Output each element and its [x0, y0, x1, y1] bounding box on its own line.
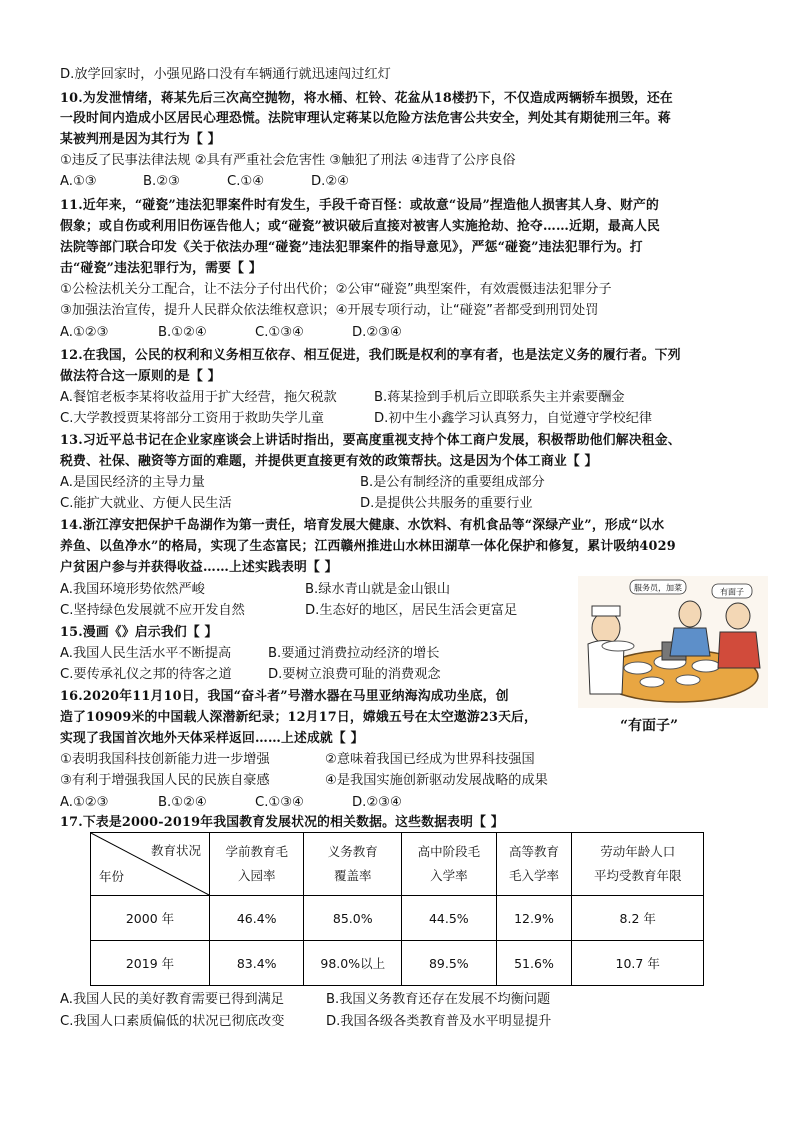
table-row [91, 896, 704, 941]
question-9-option-d: D.放学回家时，小强见路口没有车辆通行就迅速闯过红灯 [60, 67, 391, 82]
question-16-statement-4: ④是我国实施创新驱动发展战略的成果 [325, 773, 548, 788]
question-11-stem: 11.近年来，“碰瓷”违法犯罪案件时有发生，手段千奇百怪：或故意“设局”捏造他人损害其人身、财产的 [60, 198, 659, 213]
table-cell: 12.9% [496, 896, 572, 941]
table-corner-cell [91, 833, 210, 896]
question-10-option-a: A.①③ [60, 174, 97, 189]
question-15-stem: 15.漫画《》启示我们【 】 [60, 625, 218, 640]
question-12-option-b: B.蒋某捡到手机后立即联系失主并索要酬金 [374, 390, 625, 405]
question-11-stem-4: 击“碰瓷”违法犯罪行为，需要【 】 [60, 261, 262, 276]
question-15-option-a: A.我国人民生活水平不断提高 [60, 646, 232, 661]
question-14-stem-3: 户贫困户参与并获得收益……上述实践表明【 】 [60, 560, 338, 575]
cartoon-image [578, 576, 768, 708]
table-year-cell: 2019 年 [91, 941, 210, 986]
question-11-option-c: C.①③④ [255, 325, 304, 340]
table-header-cell: 学前教育毛 入园率 [210, 833, 304, 896]
question-16-statement-3: ③有利于增强我国人民的民族自豪感 [60, 773, 270, 788]
question-14-option-a: A.我国环境形势依然严峻 [60, 582, 205, 597]
table-header-cell: 高中阶段毛 入学率 [402, 833, 496, 896]
question-15-option-c: C.要传承礼仪之邦的待客之道 [60, 667, 232, 682]
question-15-option-d: D.要树立浪费可耻的消费观念 [268, 667, 441, 682]
question-17-option-b: B.我国义务教育还存在发展不均衡问题 [326, 992, 551, 1007]
question-17-option-c: C.我国人口素质偏低的状况已彻底改变 [60, 1014, 285, 1029]
question-13-option-a: A.是国民经济的主导力量 [60, 475, 205, 490]
question-15-option-b: B.要通过消费拉动经济的增长 [268, 646, 440, 661]
question-11-stem-2: 假象；或自伤或利用旧伤诬告他人；或“碰瓷”被识破后直接对被害人实施抢劫、抢夺……近期，最高人民 [60, 219, 660, 234]
table-header-row [91, 833, 704, 896]
question-17-option-a: A.我国人民的美好教育需要已得到满足 [60, 992, 284, 1007]
table-cell: 51.6% [496, 941, 572, 986]
question-11-statements-1: ①公检法机关分工配合，让不法分子付出代价；②公审“碰瓷”典型案件，有效震慑违法犯罪分子 [60, 282, 612, 297]
question-13-option-d: D.是提供公共服务的重要行业 [360, 496, 533, 511]
question-13-option-c: C.能扩大就业、方便人民生活 [60, 496, 232, 511]
table-cell: 83.4% [210, 941, 304, 986]
question-16-stem-3: 实现了我国首次地外天体采样返回……上述成就【 】 [60, 731, 364, 746]
table-cell: 98.0%以上 [304, 941, 402, 986]
question-10-stem-2: 一段时间内造成小区居民心理恐慌。法院审理认定蒋某以危险方法危害公共安全，判处其有期徒刑三年。蒋 [60, 111, 671, 126]
cartoon-bubble-1: 服务员，加菜 [634, 583, 682, 593]
question-16-statement-1: ①表明我国科技创新能力进一步增强 [60, 752, 270, 767]
table-row [91, 941, 704, 986]
question-14-option-d: D.生态好的地区，居民生活会更富足 [305, 603, 518, 618]
table-cell: 44.5% [402, 896, 496, 941]
question-12-stem-2: 做法符合这一原则的是【 】 [60, 369, 221, 384]
question-16-option-c: C.①③④ [255, 795, 304, 810]
question-10-stem: 10.为发泄情绪，蒋某先后三次高空抛物，将水桶、杠铃、花盆从18楼扔下，不仅造成两辆轿车损毁，还在 [60, 91, 673, 106]
table-year-cell: 2000 年 [91, 896, 210, 941]
question-16-statement-2: ②意味着我国已经成为世界科技强国 [325, 752, 535, 767]
question-12-option-c: C.大学教授贾某将部分工资用于救助失学儿童 [60, 411, 324, 426]
question-12-option-d: D.初中生小鑫学习认真努力，自觉遵守学校纪律 [374, 411, 653, 426]
question-17-option-d: D.我国各级各类教育普及水平明显提升 [326, 1014, 552, 1029]
question-14-stem: 14.浙江淳安把保护千岛湖作为第一责任，培育发展大健康、水饮料、有机食品等“深绿产业”，形成“以水 [60, 518, 665, 533]
table-header-cell: 义务教育 覆盖率 [304, 833, 402, 896]
question-13-stem-2: 税费、社保、融资等方面的难题，并提供更直接更有效的政策帮扶。这是因为个体工商业【 】 [60, 454, 598, 469]
question-14-option-c: C.坚持绿色发展就不应开发自然 [60, 603, 245, 618]
question-14-option-b: B.绿水青山就是金山银山 [305, 582, 451, 597]
question-13-stem: 13.习近平总书记在企业家座谈会上讲话时指出，要高度重视支持个体工商户发展，积极帮助他们解决租金、 [60, 433, 681, 448]
cartoon-bubble-2: 有面子 [720, 587, 744, 597]
question-13-option-b: B.是公有制经济的重要组成部分 [360, 475, 545, 490]
cartoon-caption: “有面子” [620, 718, 679, 734]
question-16-stem: 16.2020年11月10日，我国“奋斗者”号潜水器在马里亚纳海沟成功坐底，创 [60, 689, 509, 704]
table-header-cell: 劳动年龄人口 平均受教育年限 [572, 833, 704, 896]
table-cell: 85.0% [304, 896, 402, 941]
question-17-stem: 17.下表是2000-2019年我国教育发展状况的相关数据。这些数据表明【 】 [60, 815, 504, 830]
question-10-option-c: C.①④ [227, 174, 265, 189]
question-14-stem-2: 养鱼、以鱼净水”的格局，实现了生态富民；江西赣州推进山水林田湖草一体化保护和修复，累计吸纳4029 [60, 539, 676, 554]
education-data-table [90, 832, 704, 986]
question-11-option-a: A.①②③ [60, 325, 109, 340]
question-10-option-d: D.②④ [311, 174, 349, 189]
question-10-option-b: B.②③ [143, 174, 180, 189]
question-11-option-d: D.②③④ [352, 325, 402, 340]
question-11-option-b: B.①②④ [158, 325, 207, 340]
table-cell: 10.7 年 [572, 941, 704, 986]
table-cell: 8.2 年 [572, 896, 704, 941]
corner-label-year: 年份 [99, 869, 125, 884]
table-cell: 89.5% [402, 941, 496, 986]
table-header-cell: 高等教育 毛入学率 [496, 833, 572, 896]
question-12-stem: 12.在我国，公民的权利和义务相互依存、相互促进，我们既是权利的享有者，也是法定义务的履行者。下列 [60, 348, 681, 363]
question-11-statements-2: ③加强法治宣传，提升人民群众依法维权意识；④开展专项行动，让“碰瓷”者都受到刑罚处罚 [60, 303, 599, 318]
question-16-option-d: D.②③④ [352, 795, 402, 810]
question-16-stem-2: 造了10909米的中国载人深潜新纪录；12月17日，嫦娥五号在太空遨游23天后， [60, 710, 538, 725]
question-11-stem-3: 法院等部门联合印发《关于依法办理“碰瓷”违法犯罪案件的指导意见》，严惩“碰瓷”违法犯罪行为。打 [60, 240, 643, 255]
question-16-option-b: B.①②④ [158, 795, 207, 810]
question-12-option-a: A.餐馆老板李某将收益用于扩大经营，拖欠税款 [60, 390, 337, 405]
question-10-stem-3: 某被判刑是因为其行为【 】 [60, 132, 221, 147]
question-10-statements: ①违反了民事法律法规 ②具有严重社会危害性 ③触犯了刑法 ④违背了公序良俗 [60, 153, 516, 168]
table-cell: 46.4% [210, 896, 304, 941]
question-16-option-a: A.①②③ [60, 795, 109, 810]
corner-label-status: 教育状况 [150, 843, 201, 858]
